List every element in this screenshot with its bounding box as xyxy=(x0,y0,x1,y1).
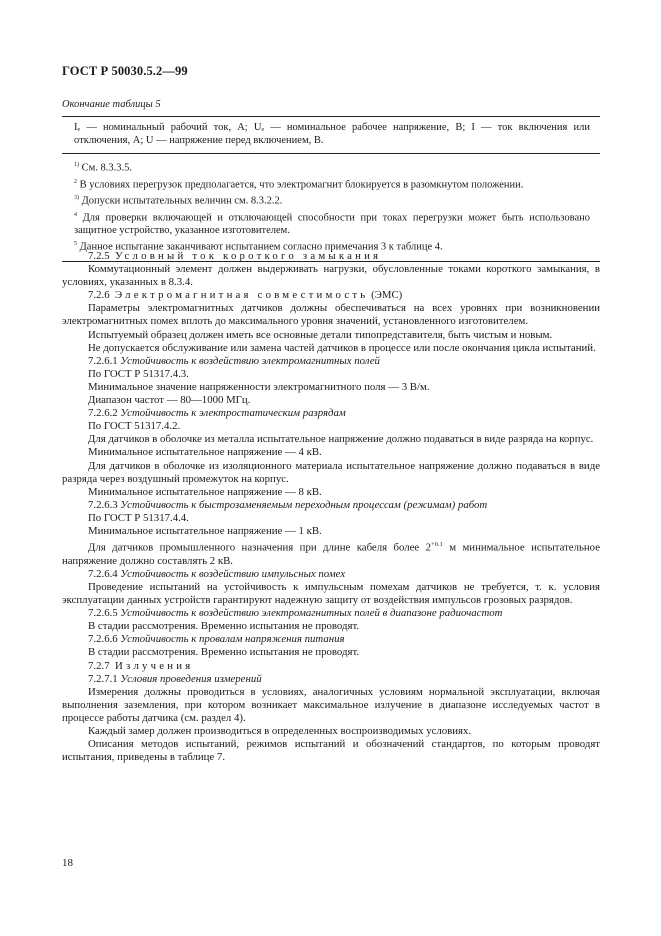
table-5-footer xyxy=(62,116,600,262)
paragraph: Для датчиков в оболочке из металла испытательное напряжение должно подаваться в виде разряда на корпус. xyxy=(88,433,594,446)
paragraph: Для датчиков промышленного назначения при длине кабеля более $2^{+0.1}$ м минимальное испытательное напряжение должно составлять 2 кВ. xyxy=(62,541,600,567)
document-code-header: ГОСТ Р 50030.5.2—99 xyxy=(62,64,188,78)
paragraph: Коммутационный элемент должен выдерживать нагрузки, обусловленные токами короткого замыкания, в условиях, указанных в 8.3.4. xyxy=(62,263,600,289)
subsection-heading: 7.2.6.3 Устойчивость к быстрозаменяемым переходным процессам (режимам) работ xyxy=(88,498,488,511)
paragraph: Параметры электромагнитных датчиков должны обеспечиваться на всех уровнях при возникновении электромагнитных помех вплоть до максимального уровня значений, установленного изготовителем. xyxy=(62,302,600,328)
paragraph: В стадии рассмотрения. Временно испытания не проводят. xyxy=(88,620,360,633)
paragraph: Описания методов испытаний, режимов испытаний и обозначений стандартов, по которым проводят испытания, приведены в таблице 7. xyxy=(62,738,600,764)
paragraph: Каждый замер должен производиться в определенных воспроизводимых условиях. xyxy=(88,724,472,737)
section-heading: 7.2.5 Условный ток короткого замыкания xyxy=(88,250,382,262)
subsection-heading: 7.2.6.6 Устойчивость к провалам напряжения питания xyxy=(88,633,345,646)
subsection-heading: 7.2.6.2 Устойчивость к электростатическим разрядам xyxy=(88,407,346,420)
paragraph: По ГОСТ 51317.4.2. xyxy=(88,420,181,433)
paragraph: Минимальное испытательное напряжение — 4 кВ. xyxy=(88,446,322,459)
subsection-heading: 7.2.6.5 Устойчивость к воздействию электромагнитных полей в диапазоне радиочастот xyxy=(88,607,503,620)
subsection-heading: 7.2.6.4 Устойчивость к воздействию импульсных помех xyxy=(88,567,346,580)
paragraph: Испытуемый образец должен иметь все основные детали типопредставителя, быть чистым и новым. xyxy=(88,328,553,341)
table-notes xyxy=(62,154,600,261)
paragraph: По ГОСТ Р 51317.4.4. xyxy=(88,511,189,524)
table-note: $^4$ Для проверки включающей и отключающей способности при токах перегрузки может быть использовано защитное устройство, указанное изготовителем. xyxy=(74,211,590,236)
table-note: $^{3)}$ Допуски испытательных величин см. 8.3.2.2. xyxy=(74,195,283,207)
table-continuation-label: Окончание таблицы 5 xyxy=(62,99,161,110)
paragraph: По ГОСТ Р 51317.4.3. xyxy=(88,367,189,380)
subsection-heading: 7.2.6.1 Устойчивость к воздействию электромагнитных полей xyxy=(88,354,380,367)
paragraph: Для датчиков в оболочке из изоляционного материала испытательное напряжение должно подаваться в виде разряда через воздушный промежуток на корпус. xyxy=(62,459,600,485)
table-legend: Iₑ — номинальный рабочий ток, А; Uₑ — номинальное рабочее напряжение, В; I — ток включения или отключения, А; U — напряжение перед включением, В. xyxy=(62,117,600,154)
subsection-heading: 7.2.7.1 Условия проведения измерений xyxy=(88,672,262,685)
paragraph: Измерения должны проводиться в условиях, аналогичных условиям нормальной эксплуатации, включая выполнения заземления, при котором возникает максимальное излучение в диапазоне исследуемых частот в процессе работы датчика (см. раздел 4). xyxy=(62,685,600,724)
paragraph: Диапазон частот — 80—1000 МГц. xyxy=(88,394,251,407)
paragraph: В стадии рассмотрения. Временно испытания не проводят. xyxy=(88,646,360,659)
table-note: $^{1)}$ См. 8.3.3.5. xyxy=(74,162,133,174)
paragraph: Проведение испытаний на устойчивость к импульсным помехам датчиков не требуется, т. к. условия эксплуатации данных устройств гарантируют надежную защиту от воздействия импульсов грозовых разрядов. xyxy=(62,580,600,607)
table-note: $^5$ Данное испытание заканчивают испытанием согласно примечания 3 к таблице 4. xyxy=(74,241,443,253)
table-note: $^2$ В условиях перегрузок предполагается, что электромагнит блокируется в разомкнутом положении. xyxy=(74,178,524,190)
section-heading: 7.2.6 Электромагнитная совместимость (ЭМС) xyxy=(88,289,403,302)
page-number: 18 xyxy=(62,857,73,869)
document-body xyxy=(62,250,600,764)
paragraph: Минимальное значение напряженности электромагнитного поля — 3 В/м. xyxy=(88,380,430,393)
paragraph: Не допускается обслуживание или замена частей датчиков в процессе или после окончания цикла испытаний. xyxy=(88,341,596,354)
section-heading: 7.2.7 Излучения xyxy=(88,659,194,672)
paragraph: Минимальное испытательное напряжение — 1 кВ. xyxy=(88,524,322,537)
paragraph: Минимальное испытательное напряжение — 8 кВ. xyxy=(88,485,322,498)
